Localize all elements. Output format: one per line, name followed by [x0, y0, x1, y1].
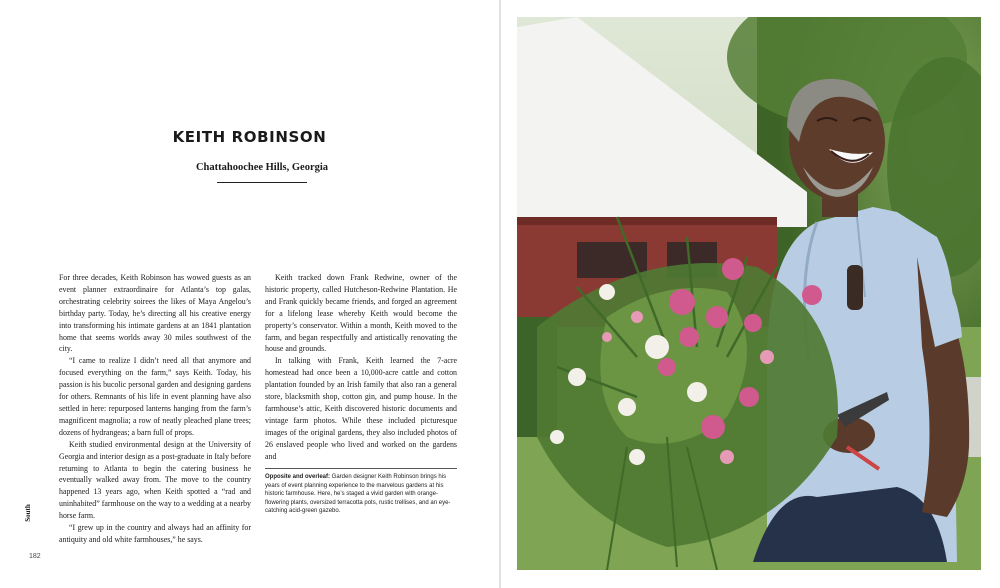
body-column-1: [59, 272, 251, 546]
portrait-illustration: [517, 17, 981, 570]
paragraph: In talking with Frank, Keith learned the 7-acre homestead had once been a 10,000-acre cattle and cotton plantation founded by an Irish family that also ran a general store, blacksmith shop, cotton gin, and pump house. In the farmhouse’s attic, Keith discovered historic documents and vintage farm photos. While these included picturesque images of the original gardens, they also included photos of 26 enslaved people who lived and worked on the gardens and: [265, 356, 457, 461]
photo-caption: [265, 468, 457, 516]
paragraph: “I grew up in the country and always had an affinity for antiquity and old white farmhouses,” he says.: [59, 523, 251, 544]
title-rule: [217, 182, 307, 183]
page-number: 182: [29, 553, 41, 560]
paragraph: Keith tracked down Frank Redwine, owner of the historic property, called Hutcheson-Redwine Plantation. He and Frank quickly became friends, and forged an agreement for a lifelong lease whereby Keith would become the property’s conservator. Within a month, Keith moved to the farm, and began respectfully and artistically renovating the house and grounds.: [265, 273, 457, 354]
paragraph: For three decades, Keith Robinson has wowed guests as an event planner extraordinaire for Atlanta’s top galas, orchestrating celebrity soirees the likes of Maya Angelou’s birthday party. Today, he’s directing all his creative energy into transforming his intimate gardens at an 1841 plantation home that seems worlds away 30 miles southwest of the city.: [59, 273, 251, 354]
body-column-2: [265, 272, 457, 463]
caption-lead: Opposite and overleaf:: [265, 474, 331, 480]
portrait-photo: [517, 17, 981, 570]
running-head: [23, 503, 35, 525]
paragraph: Keith studied environmental design at the University of Georgia and interior design as a post-graduate in Italy before returning to Atlanta to begin the catering business he eventually walked away from. The move to the country happened 13 years ago, when Keith spotted a “rad and uninhabited” farmhouse on the way to a wedding at a nearby horse farm.: [59, 439, 252, 521]
paragraph: “I came to realize I didn’t need all that anymore and focused everything on the farm,” says Keith. Today, his passion is his bucolic personal garden and designing gardens for others. Remnants of his life in event planning have also settled in here: repurposed lanterns hanging from the farm’s magnificent magnolia; a row of neatly pleached plane trees; dozens of hydrangeas; a barn full of props.: [59, 356, 251, 437]
caption-text: Garden designer Keith Robinson brings his years of event planning experience to the marvelous gardens at his historic farmhouse. Here, he’s staged a vivid garden with orange-flowering plants, oversized terracotta pots, rustic trellises, and an eye-catching acid-green gazebo.: [265, 474, 451, 515]
left-page: [0, 0, 499, 588]
page-title: KEITH ROBINSON: [172, 128, 327, 146]
page-subtitle: Chattahoochee Hills, Georgia: [195, 162, 329, 173]
running-head-label: South: [23, 504, 32, 522]
